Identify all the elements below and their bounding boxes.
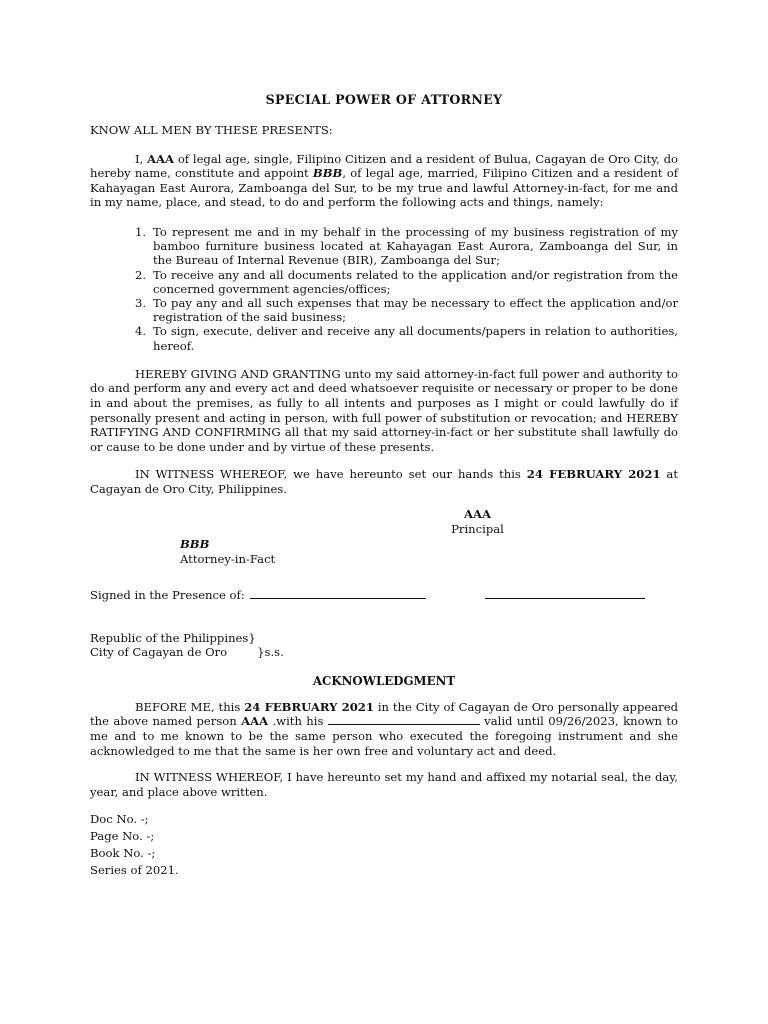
- opening-line: KNOW ALL MEN BY THESE PRESENTS:: [90, 123, 333, 137]
- witness-line-2: [485, 587, 645, 599]
- granting-paragraph: HEREBY GIVING AND GRANTING unto my said attorney-in-fact full power and authority to do and perform any and every act and deed whatsoever requisite or necessary or proper to be done in and about the premises, as fully to all intents and purposes as I might or could lawfully do if personally present and acting in person, with full power of substitution or revocation; and HEREBY RATIFYING AND CONFIRMING all that my said attorney-in-fact or her substitute shall lawfully do or cause to be done under and by virtue of these presents.: [90, 366, 678, 454]
- attorney-signature-role: Attorney-in-Fact: [180, 551, 276, 566]
- book-no: Book No. -;: [90, 846, 156, 861]
- principal-signature-name: AAA: [464, 506, 491, 521]
- principal-signature-role: Principal: [451, 521, 504, 536]
- doc-no: Doc No. -;: [90, 812, 149, 827]
- attorney-signature-name: BBB: [180, 536, 210, 551]
- attorney-name: BBB: [312, 166, 343, 181]
- list-item: 4. To sign, execute, deliver and receive any all documents/papers in relation to authorities, hereof.: [135, 324, 678, 353]
- list-item: 2. To receive any and all documents related to the application and/or registration from the concerned government agencies/offices;: [135, 267, 678, 296]
- ack-date: 24 FEBRUARY 2021: [244, 699, 374, 714]
- list-item: 1. To represent me and in my behalf in the processing of my business registration of my bamboo furniture business located at Kahayagan East Aurora, Zamboanga del Sur, in the Bureau of Internal Revenue (BIR), Zamboanga del Sur;: [135, 224, 678, 268]
- series-year: Series of 2021.: [90, 863, 179, 878]
- acknowledgment-title: ACKNOWLEDGMENT: [312, 673, 456, 688]
- powers-list: [90, 225, 678, 353]
- witness-paragraph: IN WITNESS WHEREOF, we have hereunto set our hands this 24 FEBRUARY 2021 at Cagayan de Oro City, Philippines.: [90, 467, 678, 496]
- venue-line-2: City of Cagayan de Oro }s.s.: [90, 645, 284, 660]
- ack-person: AAA: [241, 714, 269, 729]
- document-title: SPECIAL POWER OF ATTORNEY: [265, 92, 503, 107]
- principal-name: AAA: [147, 151, 175, 166]
- witness-line-1: [250, 587, 426, 599]
- venue-line-1: Republic of the Philippines}: [90, 630, 256, 645]
- page-no: Page No. -;: [90, 829, 155, 844]
- notarial-register: [90, 811, 678, 879]
- presence-label: Signed in the Presence of:: [90, 587, 245, 602]
- witness-signature-lines: [90, 587, 678, 603]
- document-page: [90, 92, 678, 879]
- intro-paragraph: I, AAA of legal age, single, Filipino Citizen and a resident of Bulua, Cagayan de Oro City, do hereby name, constitute and appoint BBB, of legal age, married, Filipino Citizen and a resident of Kahayagan East Aurora, Zamboanga del Sur, to be my true and lawful Attorney-in-fact, for me and in my name, place, and stead, to do and perform the following acts and things, namely:: [90, 151, 679, 210]
- list-item: 3. To pay any and all such expenses that may be necessary to effect the application and/or registration of the said business;: [135, 295, 678, 325]
- principal-signature-block: [420, 507, 535, 537]
- witness-date: 24 FEBRUARY 2021: [526, 467, 661, 482]
- notary-witness-paragraph: IN WITNESS WHEREOF, I have hereunto set my hand and affixed my notarial seal, the day, year, and place above written.: [90, 770, 678, 799]
- id-blank-line: [328, 714, 480, 725]
- acknowledgment-paragraph: BEFORE ME, this 24 FEBRUARY 2021 in the City of Cagayan de Oro personally appeared the above named person AAA .with his valid until 09/26/2023, known to me and to me known to be the same person who executed the foregoing instrument and she acknowledged to me that the same is her own free and voluntary act and deed.: [90, 699, 678, 758]
- attorney-signature-block: [180, 537, 275, 567]
